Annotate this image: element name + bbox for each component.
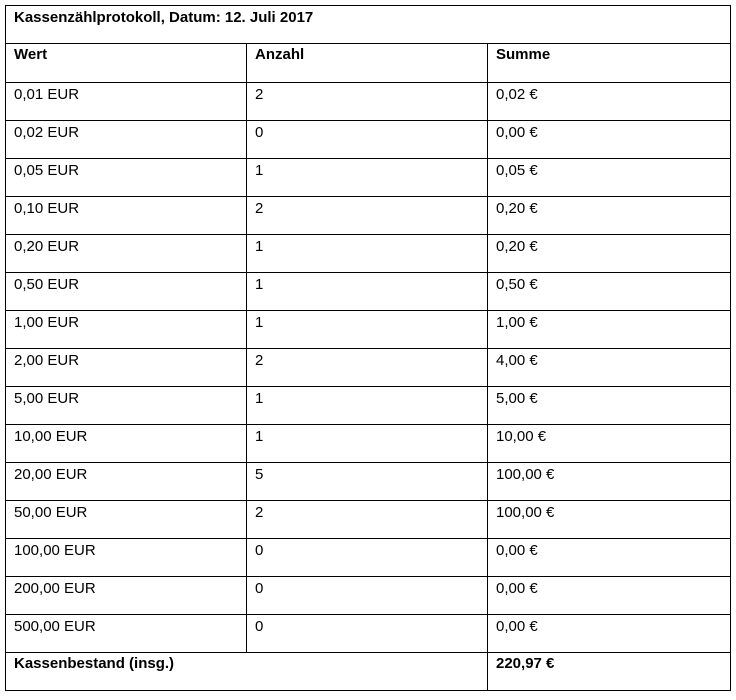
cell-wert: 200,00 EUR [6, 577, 247, 615]
cell-wert: 500,00 EUR [6, 615, 247, 653]
cell-anzahl: 2 [247, 349, 488, 387]
cell-summe: 0,20 € [488, 197, 731, 235]
cell-anzahl: 1 [247, 387, 488, 425]
column-header-wert: Wert [6, 44, 247, 83]
cell-anzahl: 0 [247, 539, 488, 577]
cell-anzahl: 2 [247, 197, 488, 235]
cell-wert: 5,00 EUR [6, 387, 247, 425]
cell-anzahl: 1 [247, 425, 488, 463]
cell-summe: 0,00 € [488, 577, 731, 615]
cell-wert: 1,00 EUR [6, 311, 247, 349]
cash-count-protocol [5, 5, 730, 691]
header-row [6, 44, 731, 83]
cell-anzahl: 2 [247, 501, 488, 539]
cell-wert: 0,20 EUR [6, 235, 247, 273]
table-row [6, 615, 731, 653]
cell-anzahl: 2 [247, 83, 488, 121]
cell-wert: 10,00 EUR [6, 425, 247, 463]
table-row [6, 311, 731, 349]
cell-summe: 5,00 € [488, 387, 731, 425]
cell-summe: 100,00 € [488, 501, 731, 539]
cell-wert: 20,00 EUR [6, 463, 247, 501]
table-row [6, 83, 731, 121]
cell-wert: 100,00 EUR [6, 539, 247, 577]
cell-summe: 0,00 € [488, 539, 731, 577]
cell-wert: 0,10 EUR [6, 197, 247, 235]
total-value: 220,97 € [488, 653, 731, 691]
table-row [6, 159, 731, 197]
table-row [6, 197, 731, 235]
title-row [6, 6, 731, 44]
table-row [6, 387, 731, 425]
table-row [6, 273, 731, 311]
table-row [6, 349, 731, 387]
table-row [6, 577, 731, 615]
table-row [6, 501, 731, 539]
cash-count-table [5, 5, 731, 691]
table-row [6, 539, 731, 577]
table-row [6, 121, 731, 159]
cell-wert: 0,02 EUR [6, 121, 247, 159]
cell-anzahl: 1 [247, 159, 488, 197]
cell-anzahl: 0 [247, 121, 488, 159]
cell-anzahl: 1 [247, 273, 488, 311]
cell-summe: 0,05 € [488, 159, 731, 197]
cell-summe: 10,00 € [488, 425, 731, 463]
cell-summe: 0,20 € [488, 235, 731, 273]
cell-wert: 0,05 EUR [6, 159, 247, 197]
cell-summe: 1,00 € [488, 311, 731, 349]
total-label: Kassenbestand (insg.) [6, 653, 488, 691]
table-row [6, 463, 731, 501]
cell-summe: 0,02 € [488, 83, 731, 121]
column-header-anzahl: Anzahl [247, 44, 488, 83]
cell-summe: 4,00 € [488, 349, 731, 387]
cell-summe: 0,50 € [488, 273, 731, 311]
cell-wert: 2,00 EUR [6, 349, 247, 387]
cell-anzahl: 5 [247, 463, 488, 501]
cell-anzahl: 1 [247, 235, 488, 273]
total-row [6, 653, 731, 691]
cell-anzahl: 1 [247, 311, 488, 349]
cell-wert: 50,00 EUR [6, 501, 247, 539]
cell-summe: 0,00 € [488, 121, 731, 159]
table-title: Kassenzählprotokoll, Datum: 12. Juli 2017 [6, 6, 731, 44]
cell-anzahl: 0 [247, 577, 488, 615]
cell-summe: 100,00 € [488, 463, 731, 501]
table-row [6, 425, 731, 463]
cell-wert: 0,01 EUR [6, 83, 247, 121]
cell-summe: 0,00 € [488, 615, 731, 653]
table-row [6, 235, 731, 273]
column-header-summe: Summe [488, 44, 731, 83]
cell-wert: 0,50 EUR [6, 273, 247, 311]
cell-anzahl: 0 [247, 615, 488, 653]
